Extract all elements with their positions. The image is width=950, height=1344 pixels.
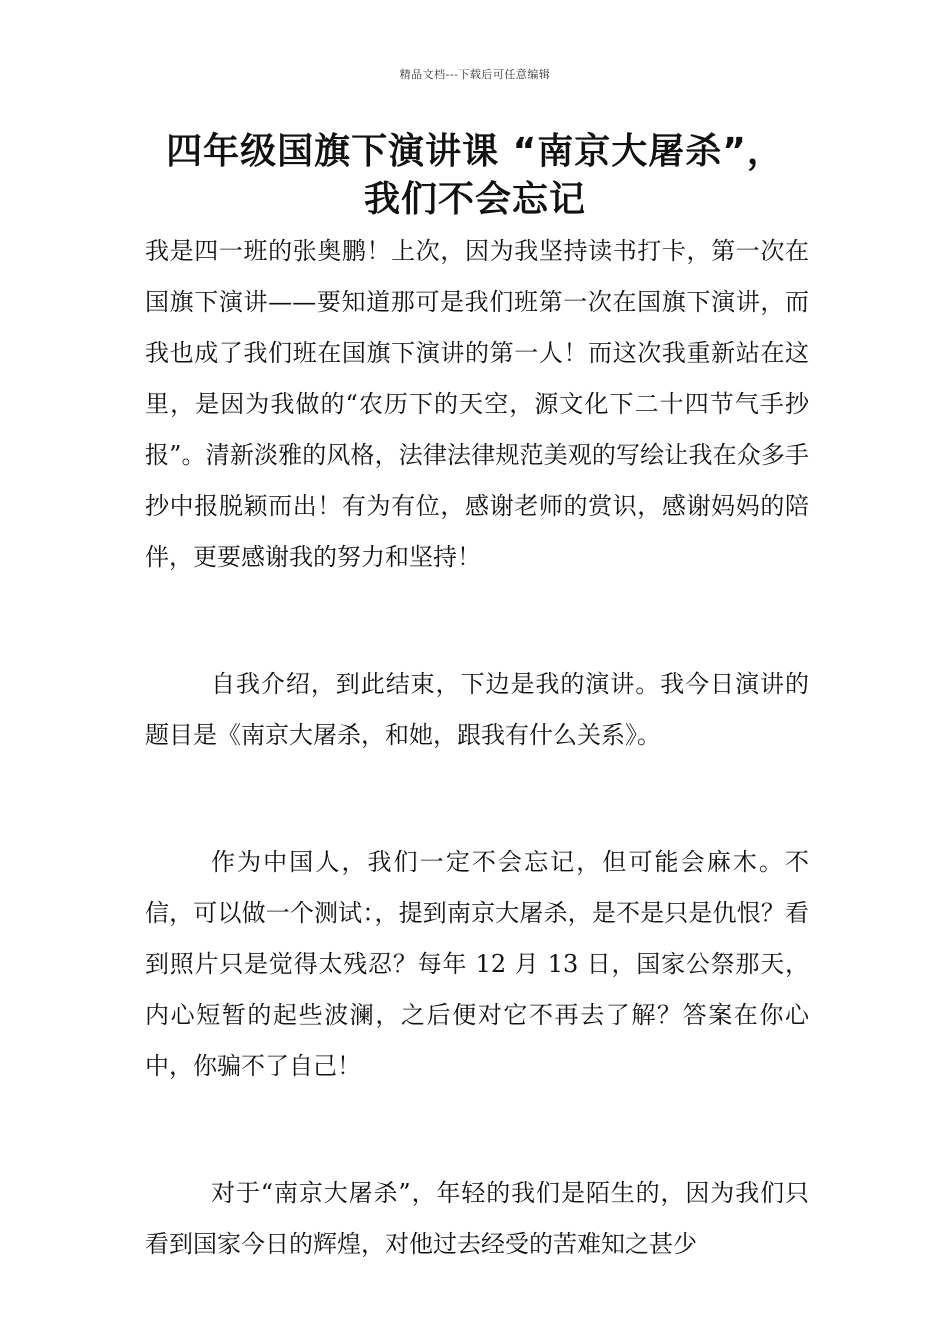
paragraph-spacer (145, 1092, 809, 1168)
document-body (145, 226, 809, 1270)
paragraph-topic: 自我介绍，到此结束，下边是我的演讲。我今日演讲的题目是《南京大屠杀，和她，跟我有什么关系》。 (145, 670, 809, 749)
paragraph-spacer (145, 583, 809, 659)
title-line-2: 我们不会忘记 (363, 179, 586, 220)
header-note: 精品文档---下载后可任意编辑 (399, 68, 551, 81)
paragraph-intro: 我是四一班的张奥鹏！上次，因为我坚持读书打卡，第一次在国旗下演讲——要知道那可是我们班第一次在国旗下演讲，而我也成了我们班在国旗下演讲的第一人！而这次我重新站在这里，是因为我做的“农历下的天空，源文化下二十四节气手抄报”。清新淡雅的风格，法律法律规范美观的写绘让我在众多手抄中报脱颖而出！有为有位，感谢老师的赏识，感谢妈妈的陪伴，更要感谢我的努力和坚持！ (145, 237, 809, 571)
paragraph-spacer (145, 761, 809, 837)
paragraph-test: 作为中国人，我们一定不会忘记，但可能会麻木。不信，可以做一个测试：，提到南京大屠杀，是不是只是仇恨？看到照片只是觉得太残忍？每年 12 月 13 日，国家公祭那天，内心短暂的起些波澜，之后便对它不再去了解？答案在你心中，你骗不了自己！ (145, 848, 809, 1080)
title-line-1: 四年级国旗下演讲课 “南京大屠杀”， (166, 131, 784, 172)
paragraph-history: 对于“南京大屠杀”，年轻的我们是陌生的，因为我们只看到国家今日的辉煌，对他过去经受的苦难知之甚少 (145, 1179, 809, 1258)
document-title (120, 128, 830, 224)
